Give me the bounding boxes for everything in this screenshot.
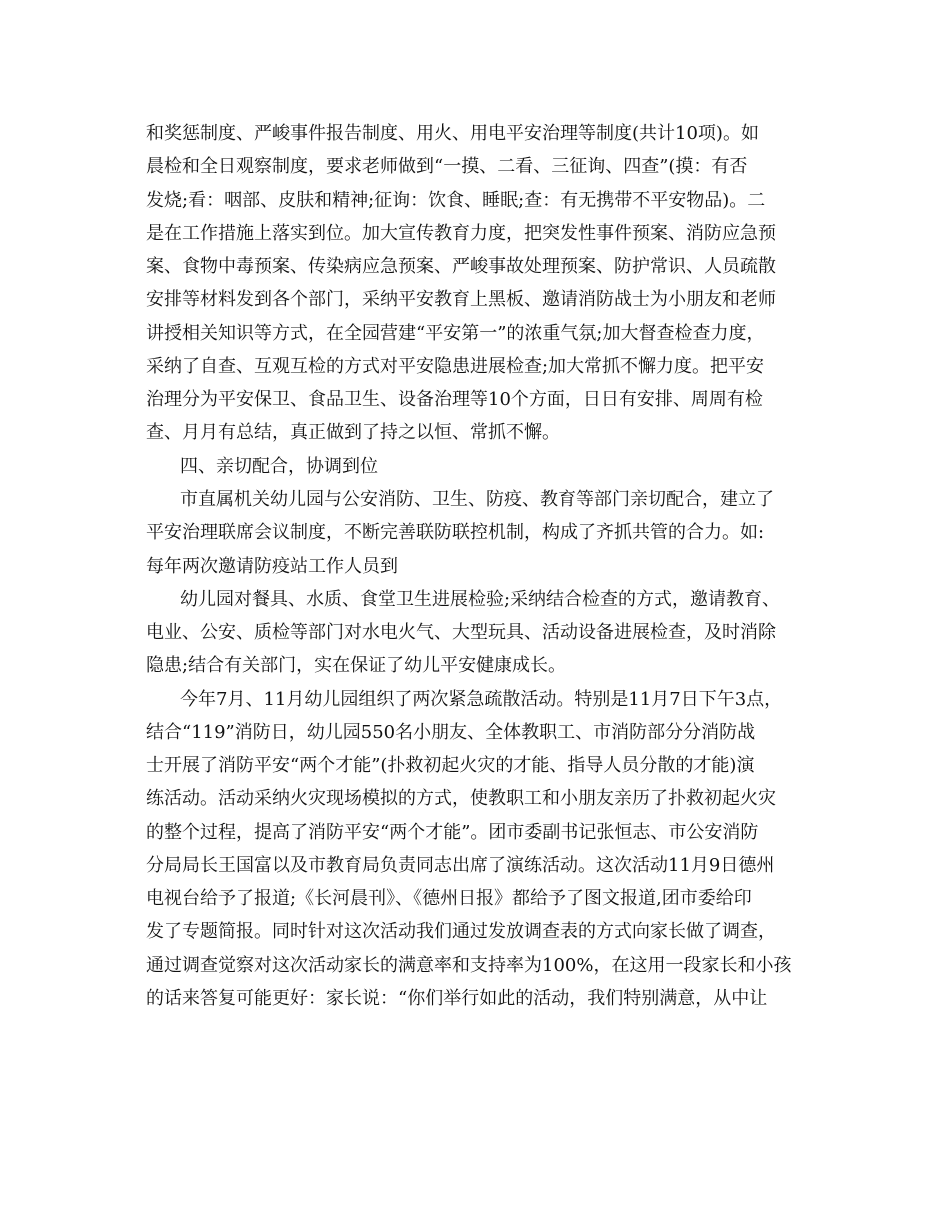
text-line: 练活动。活动采纳火灾现场模拟的方式，使教职工和小朋友亲历了扑救初起火灾	[146, 788, 776, 809]
text-line: 的话来答复可能更好：家长说：“你们举行如此的活动，我们特别满意，从中让	[146, 988, 768, 1009]
text-line: 电视台给予了报道;《长河晨刊》、《德州日报》都给予了图文报道,团市委给印	[146, 888, 752, 909]
text-line: 分局局长王国富以及市教育局负责同志出席了演练活动。这次活动11月9日德州	[146, 855, 775, 876]
text-line: 发了专题简报。同时针对这次活动我们通过发放调查表的方式向家长做了调查，	[146, 921, 776, 942]
text-line: 采纳了自查、互观互检的方式对平安隐患进展检查;加大常抓不懈力度。把平安	[146, 356, 765, 377]
text-line: 是在工作措施上落实到位。加大宣传教育力度，把突发性事件预案、消防应急预	[146, 223, 776, 244]
text-line: 每年两次邀请防疫站工作人员到	[146, 556, 398, 577]
text-line: 晨检和全日观察制度，要求老师做到“一摸、二看、三征询、四查”(摸：有否	[146, 156, 748, 177]
text-line: 幼儿园对餐具、水质、食堂卫生进展检验;采纳结合检查的方式，邀请教育、	[180, 589, 781, 610]
section-heading: 四、亲切配合，协调到位	[180, 456, 378, 477]
text-line: 发烧;看：咽部、皮肤和精神;征询：饮食、睡眠;查：有无携带不平安物品)。二	[146, 190, 766, 211]
text-line: 士开展了消防平安“两个才能”(扑救初起火灾的才能、指导人员分散的才能)演	[146, 755, 755, 776]
text-line: 隐患;结合有关部门，实在保证了幼儿平安健康成长。	[146, 655, 567, 676]
text-line: 通过调查觉察对这次活动家长的满意率和支持率为100%，在这用一段家长和小孩	[146, 955, 792, 976]
text-line: 治理分为平安保卫、食品卫生、设备治理等10个方面，日日有安排、周周有检	[146, 389, 763, 410]
text-line: 查、月月有总结，真正做到了持之以恒、常抓不懈。	[146, 422, 560, 443]
text-line: 今年7月、11月幼儿园组织了两次紧急疏散活动。特别是11月7日下午3点，	[180, 689, 783, 710]
text-line: 安排等材料发到各个部门，采纳平安教育上黑板、邀请消防战士为小朋友和老师	[146, 289, 776, 310]
text-line: 案、食物中毒预案、传染病应急预案、严峻事故处理预案、防护常识、人员疏散	[146, 256, 776, 277]
text-line: 结合“119”消防日，幼儿园550名小朋友、全体教职工、市消防部分分消防战	[146, 722, 756, 743]
text-line: 的整个过程，提高了消防平安“两个才能”。团市委副书记张恒志、市公安消防	[146, 822, 759, 843]
text-line: 讲授相关知识等方式，在全园营建“平安第一”的浓重气氛;加大督查检查力度，	[146, 323, 765, 344]
text-line: 和奖惩制度、严峻事件报告制度、用火、用电平安治理等制度(共计10项)。如	[146, 123, 759, 144]
text-line: 市直属机关幼儿园与公安消防、卫生、防疫、教育等部门亲切配合，建立了	[180, 489, 774, 510]
text-line: 电业、公安、质检等部门对水电火气、大型玩具、活动设备进展检查，及时消除	[146, 622, 776, 643]
text-line: 平安治理联席会议制度，不断完善联防联控机制，构成了齐抓共管的合力。如:	[146, 522, 765, 543]
